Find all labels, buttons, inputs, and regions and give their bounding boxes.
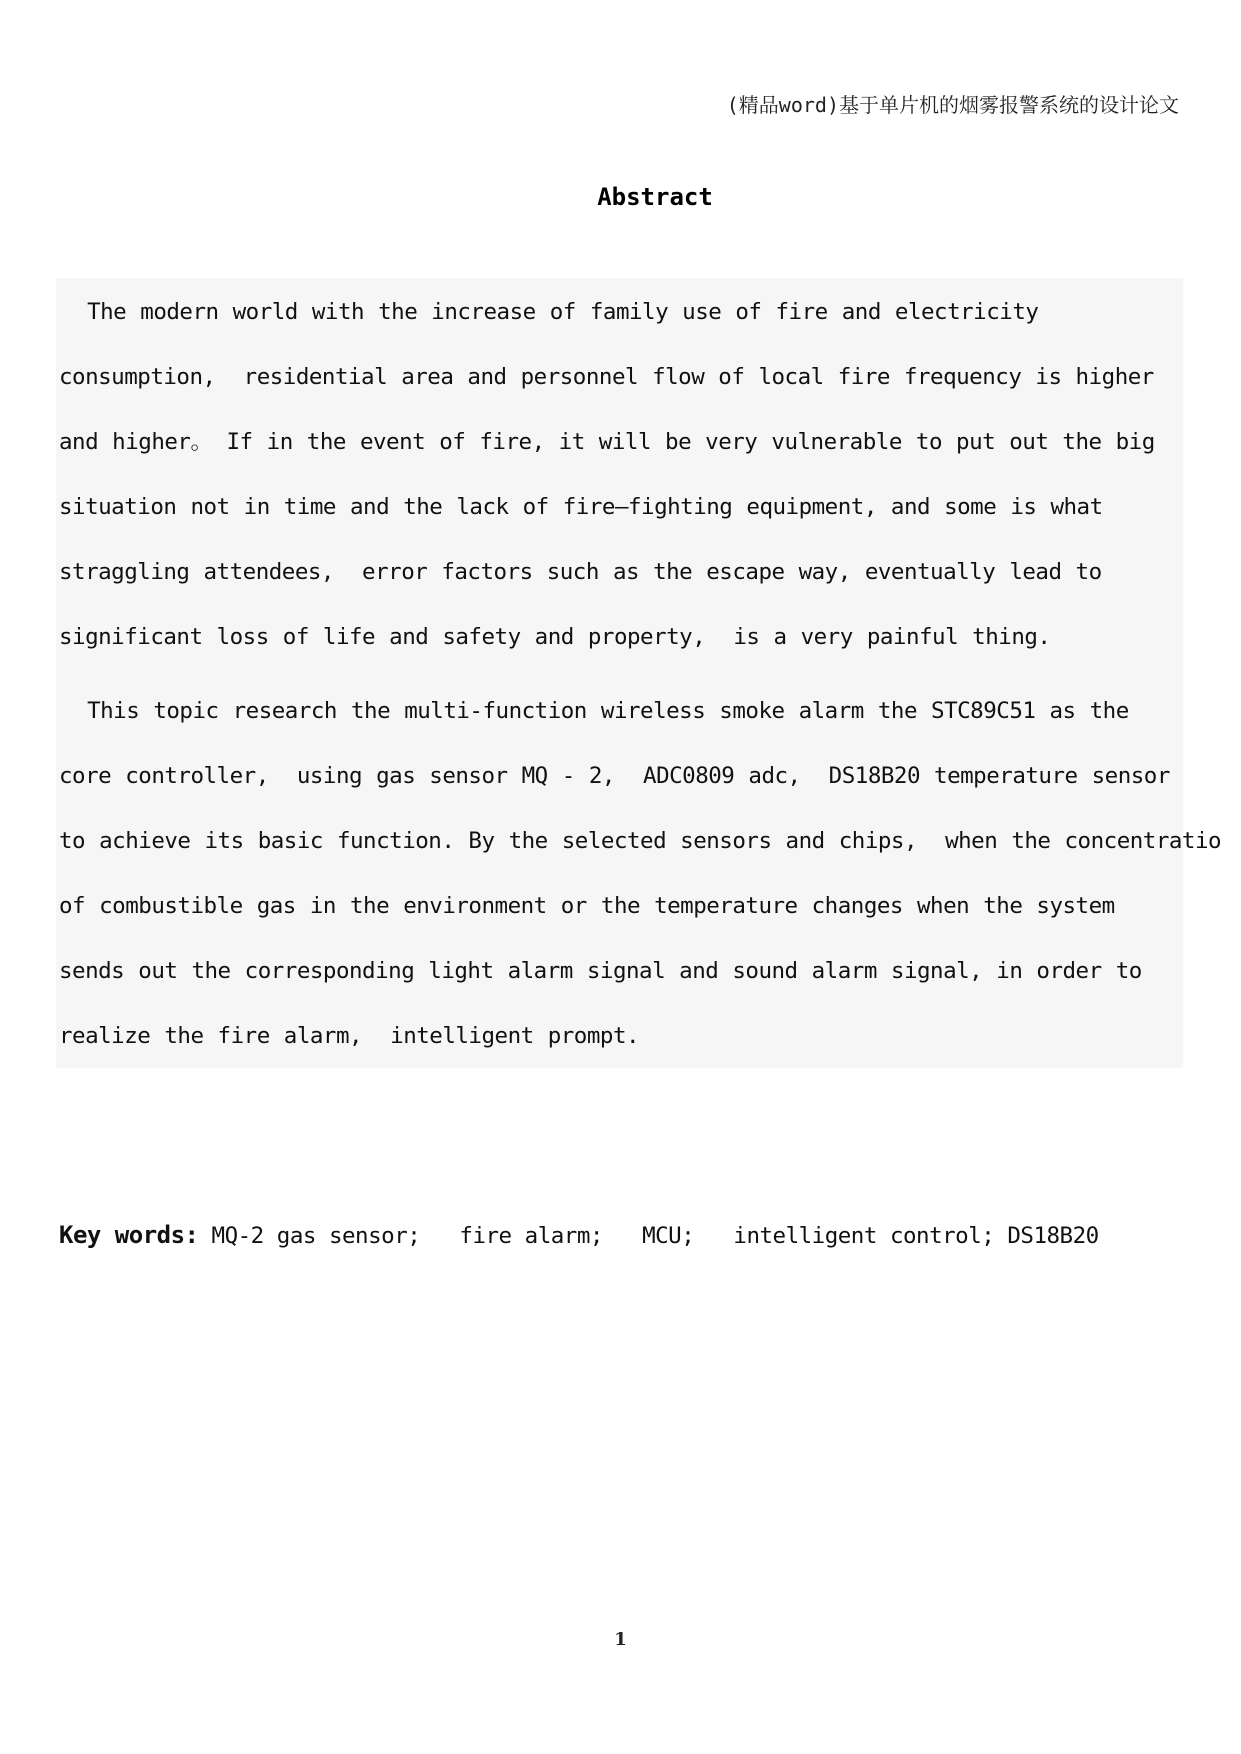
paragraph-line: straggling attendees, error factors such as the escape way, eventually lead to xyxy=(59,559,1102,585)
paragraph-line: consumption, residential area and personnel flow of local fire frequency is higher xyxy=(59,364,1154,390)
document-header: (精品word)基于单片机的烟雾报警系统的设计论文 xyxy=(726,93,1179,117)
paragraph-line: and higher。 If in the event of fire, it will be very vulnerable to put out the big xyxy=(59,429,1155,455)
paragraph-line: situation not in time and the lack of fire—fighting equipment, and some is what xyxy=(59,494,1103,520)
paragraph-line: The modern world with the increase of family use of fire and electricity xyxy=(59,299,1039,325)
page-number: 1 xyxy=(614,1629,627,1650)
paragraph-line: sends out the corresponding light alarm signal and sound alarm signal, in order to xyxy=(59,958,1142,984)
paragraph-line: realize the fire alarm, intelligent prompt. xyxy=(59,1023,640,1049)
paragraph-line: core controller, using gas sensor MQ - 2, ADC0809 adc, DS18B20 temperature sensor xyxy=(59,763,1170,789)
paragraph-line: of combustible gas in the environment or the temperature changes when the system xyxy=(59,893,1115,919)
paragraph-line: This topic research the multi-function wireless smoke alarm the STC89C51 as the xyxy=(59,698,1129,724)
paragraph-line: to achieve its basic function. By the selected sensors and chips, when the concentratio xyxy=(59,828,1222,854)
keywords-line xyxy=(59,1221,1099,1249)
section-title: Abstract xyxy=(597,183,713,211)
keywords-label: Key words: xyxy=(59,1221,199,1249)
abstract-paragraph-2 xyxy=(59,679,1241,1069)
abstract-paragraph-1 xyxy=(59,280,1241,670)
keywords-text: MQ-2 gas sensor; fire alarm; MCU; intelligent control; DS18B20 xyxy=(198,1223,1099,1249)
paragraph-line: significant loss of life and safety and property, is a very painful thing. xyxy=(59,624,1051,650)
